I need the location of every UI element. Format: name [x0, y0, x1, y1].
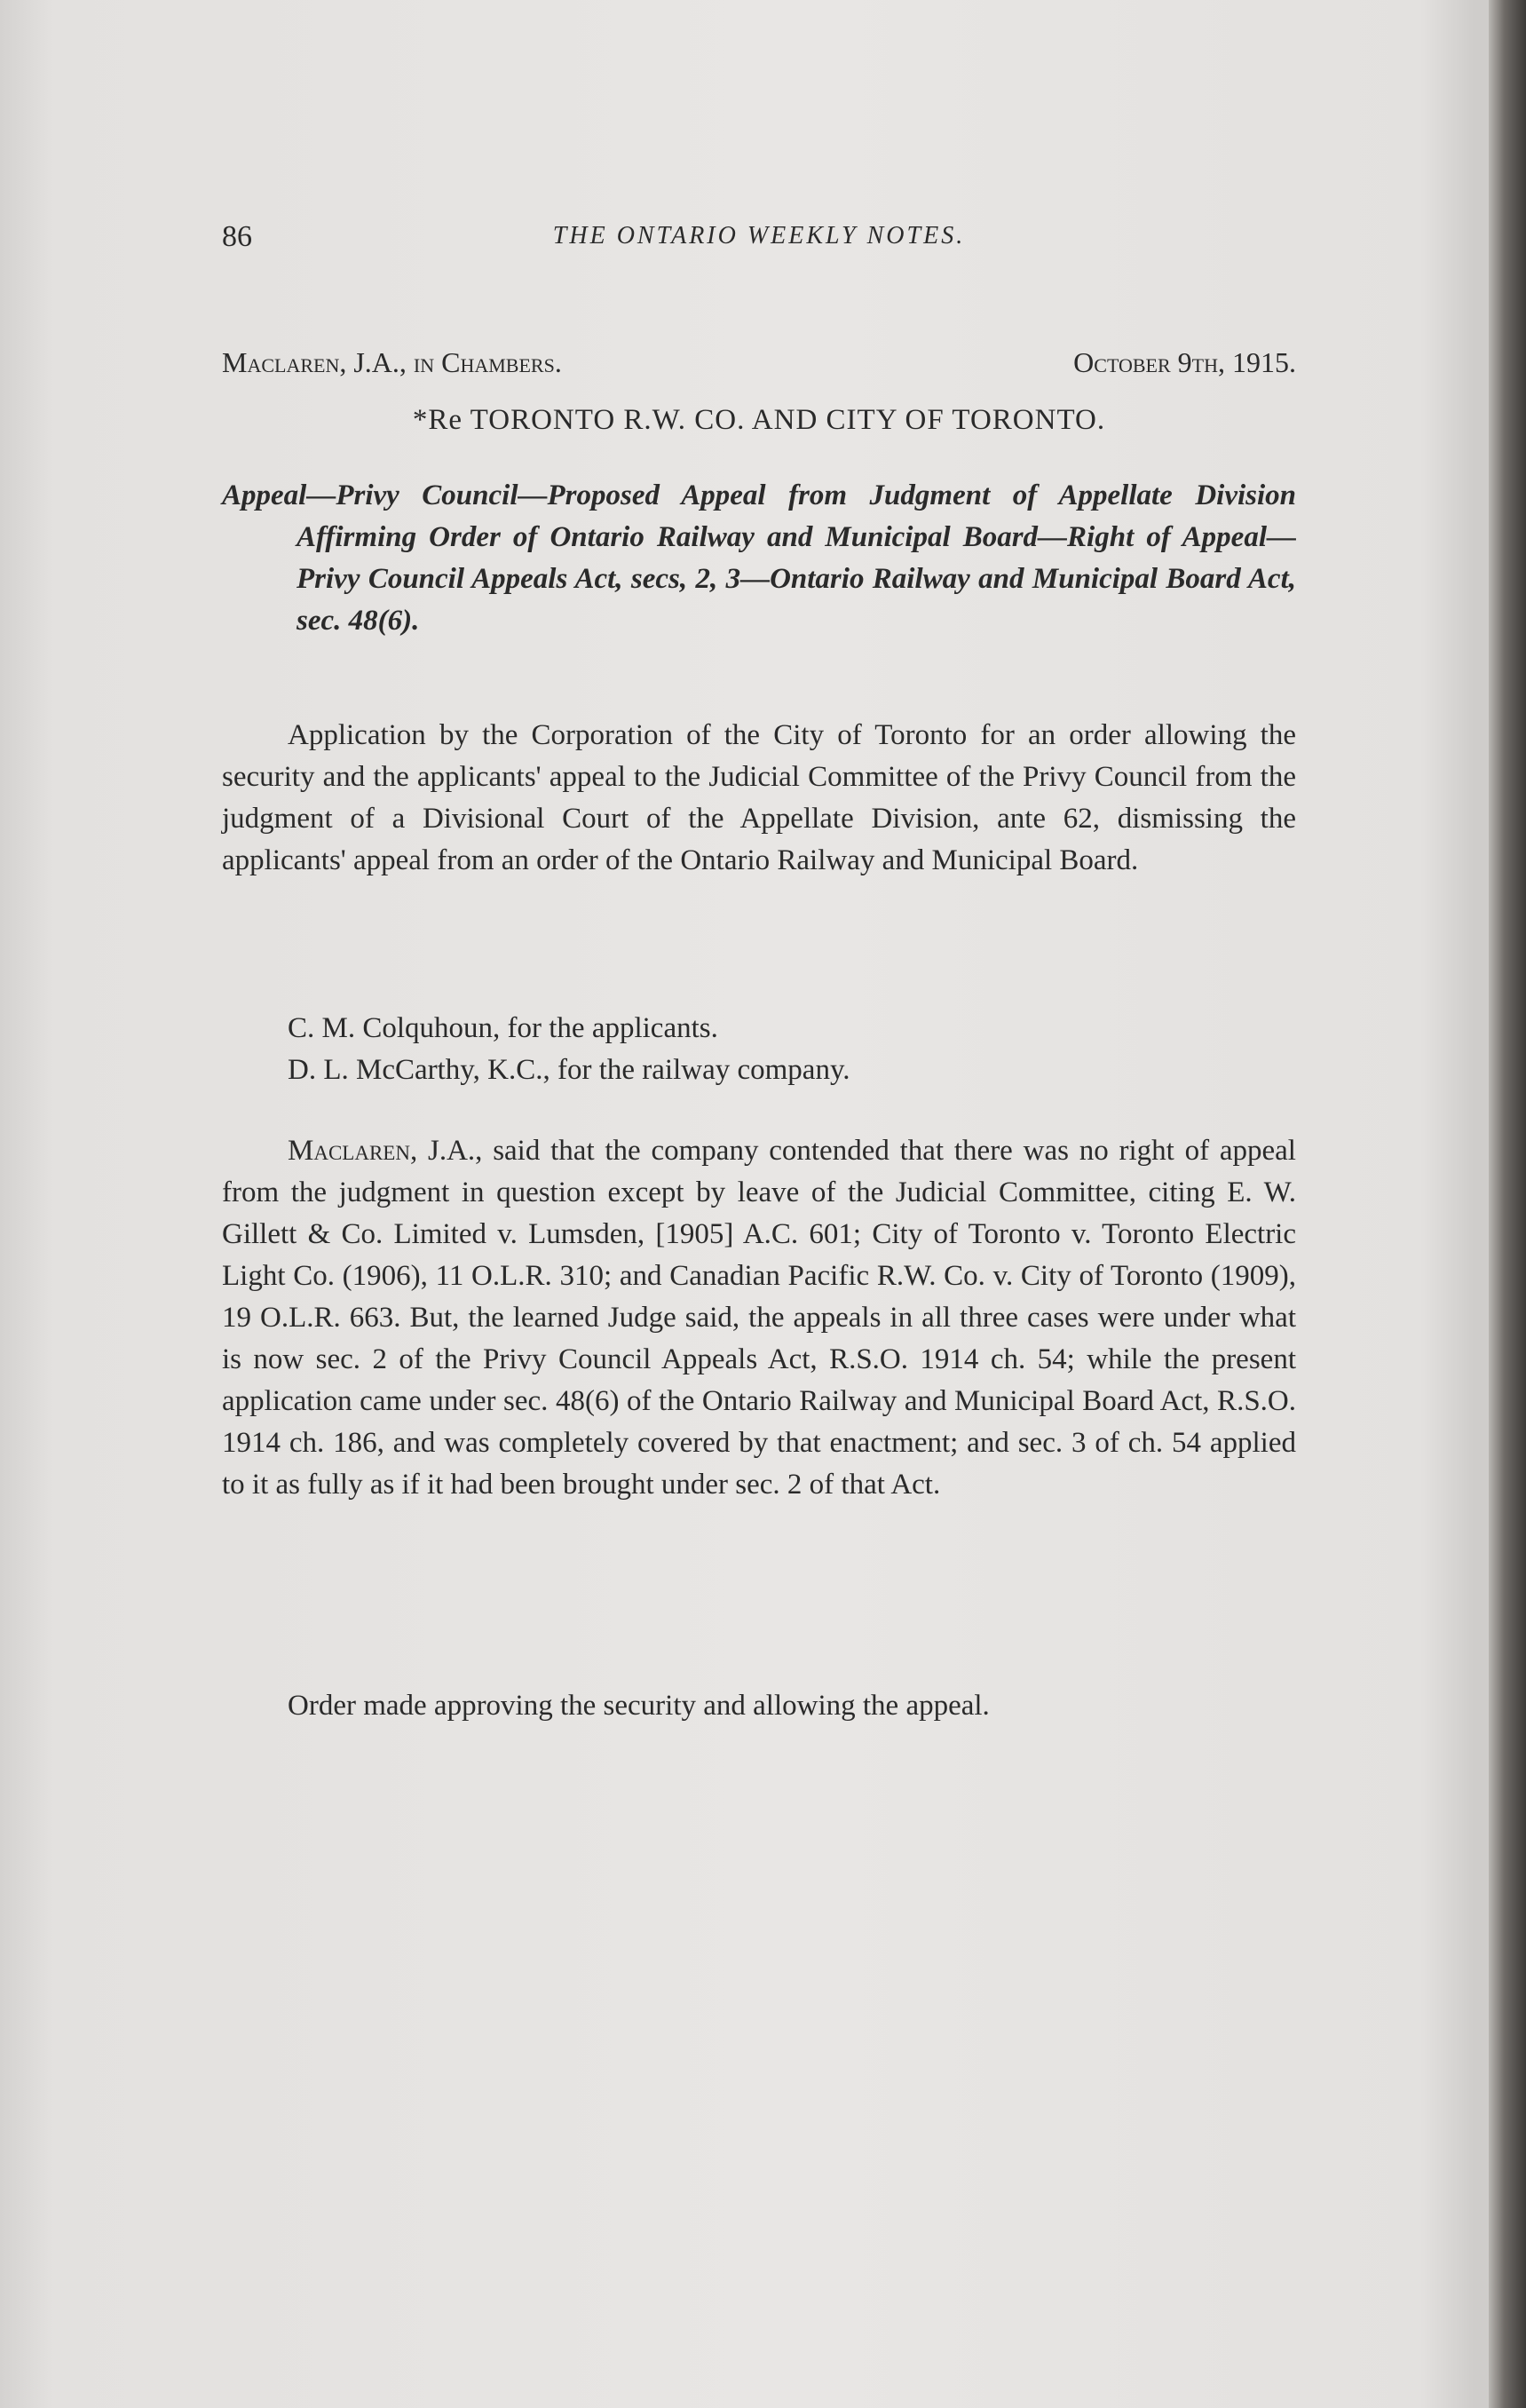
page-number: 86: [222, 220, 252, 253]
judgment-judge-name: Maclaren, J.A.,: [288, 1135, 483, 1167]
order-paragraph: [222, 1685, 1296, 1727]
case-title: *Re TORONTO R.W. CO. AND CITY OF TORONTO.: [412, 404, 1106, 436]
decision-date: October 9th, 1915.: [1073, 346, 1296, 378]
application-paragraph: [222, 715, 1296, 882]
application-text: Application by the Corporation of the City of Toronto for an order allowing the security and the applicants' appeal to the Judicial Committee of the Privy Council from the judgment of a Divisional Court of the Appellate Division, ante 62, dismissing the applicants' appeal from an order of the Ontario Railway and Municipal Board.: [222, 719, 1296, 876]
running-title: THE ONTARIO WEEKLY NOTES.: [552, 222, 966, 250]
order-text: Order made approving the security and allowing the appeal.: [288, 1690, 990, 1722]
counsel-railway: D. L. McCarthy, K.C., for the railway company.: [288, 1054, 850, 1086]
judgment-text: [222, 1130, 1296, 1506]
headnote: Appeal—Privy Council—Proposed Appeal from Judgment of Appellate Division Affirming Order of Ontario Railway and Municipal Board—Right of Appeal—Privy Council Appeals Act, secs, 2, 3—Ontario Railway and Municipal Board Act, sec. 48(6).: [222, 479, 1296, 637]
counsel-applicants: C. M. Colquhoun, for the applicants.: [288, 1012, 718, 1044]
judgment-paragraph: [222, 1130, 1296, 1506]
judge-chambers: Maclaren, J.A., in Chambers.: [222, 346, 562, 378]
judgment-body: said that the company contended that there was no right of appeal from the judgment in question except by leave of the Judicial Committee, citing E. W. Gillett & Co. Limited v. Lumsden, [1905] A.C. 601; City of Toronto v. Toronto Electric Light Co. (1906), 11 O.L.R. 310; and Canadian Pacific R.W. Co. v. City of Toronto (1909), 19 O.L.R. 663. But, the learned Judge said, the appeals in all three cases were under what is now sec. 2 of the Privy Council Appeals Act, R.S.O. 1914 ch. 54; while the present application came under sec. 48(6) of the Ontario Railway and Municipal Board Act, R.S.O. 1914 ch. 186, and was completely covered by that enactment; and sec. 3 of ch. 54 applied to it as fully as if it had been brought under sec. 2 of that Act.: [222, 1135, 1296, 1501]
dateline: [222, 346, 1296, 379]
book-spine-shadow: [1489, 0, 1526, 2408]
counsel-block: [222, 1008, 1296, 1091]
page-header: [222, 220, 1296, 256]
